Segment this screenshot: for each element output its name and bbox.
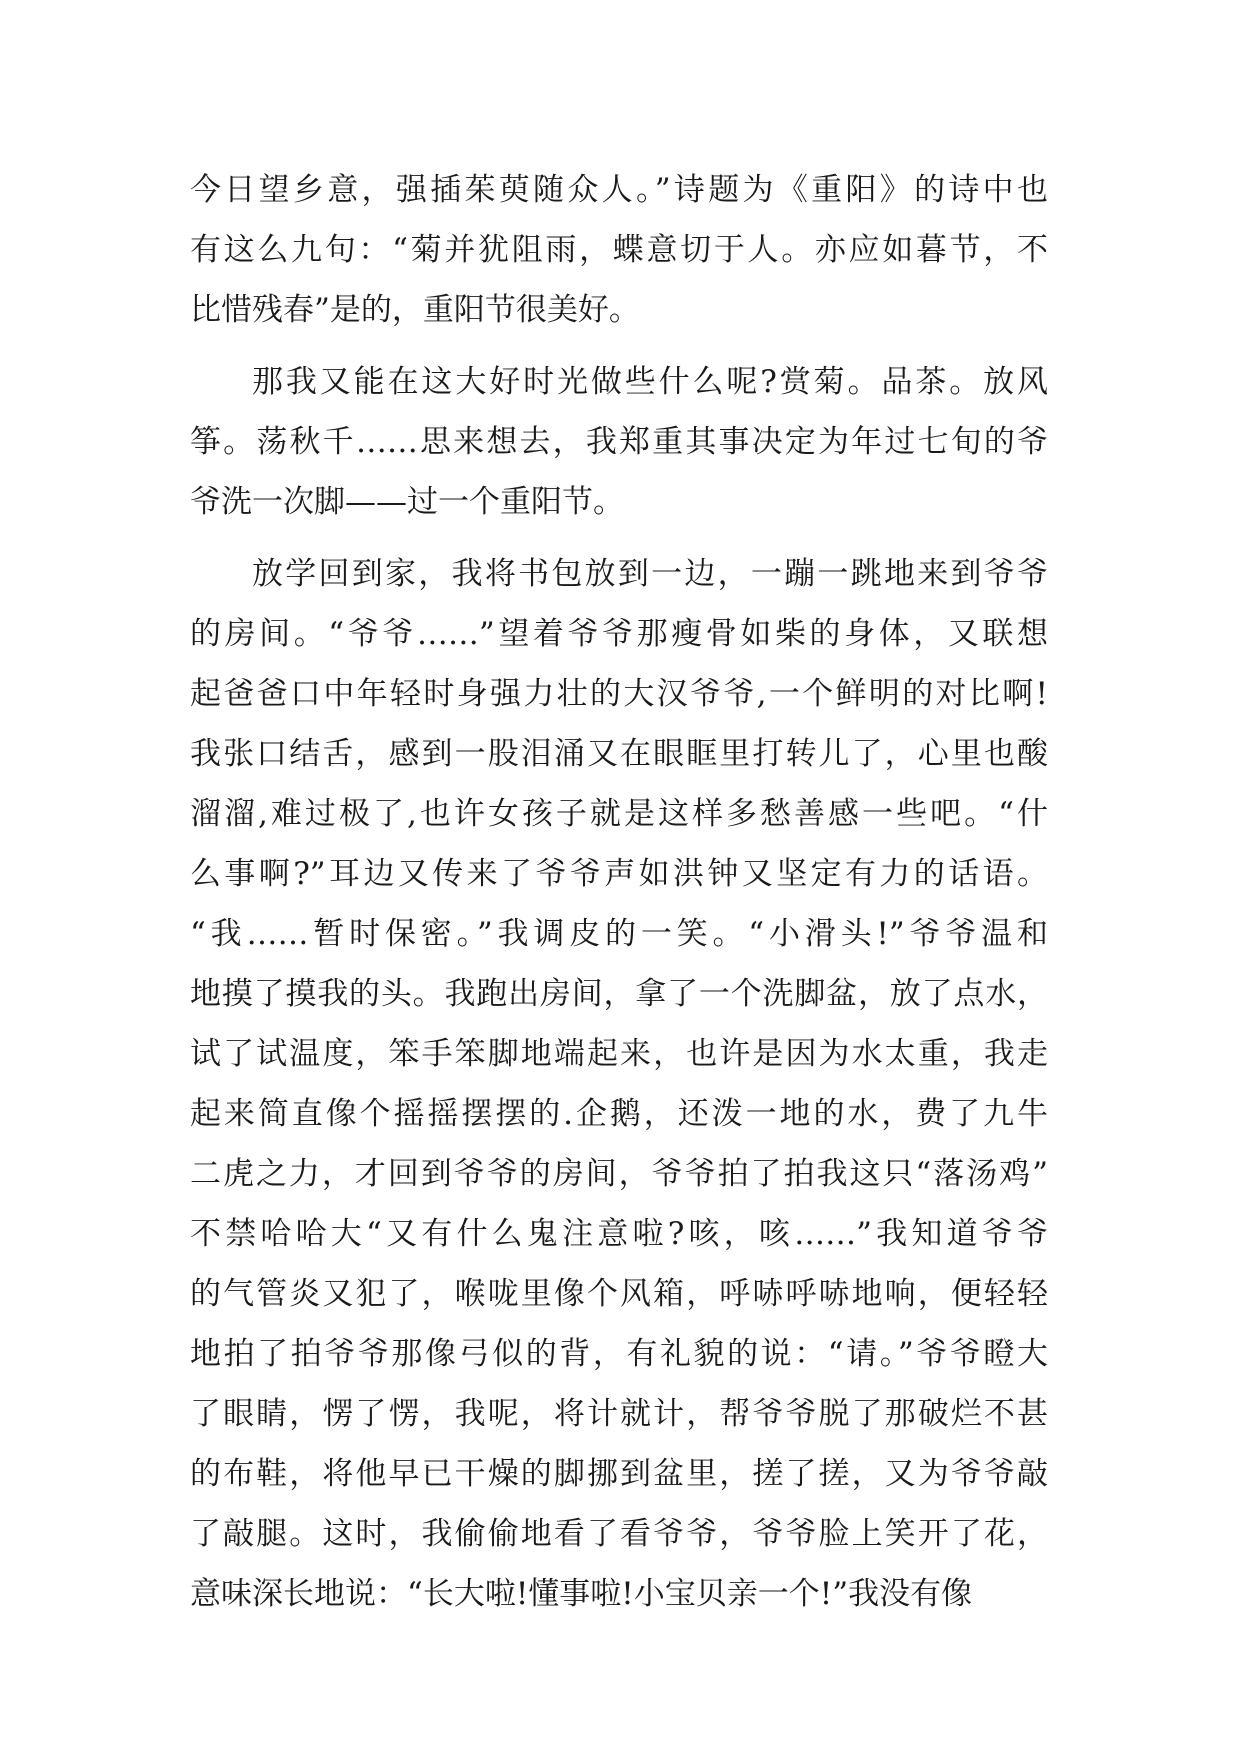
text-line: 爷洗一次脚——过一个重阳节。	[190, 484, 624, 520]
text-line: 溜溜,难过极了,也许女孩子就是这样多愁善感一些吧。“什	[190, 796, 1048, 832]
paragraph-3	[190, 544, 1048, 1624]
text-line: 的房间。“爷爷……”望着爷爷那瘦骨如柴的身体，又联想	[190, 616, 1048, 652]
paragraph-1	[190, 160, 1048, 340]
text-line: “我……暂时保密。”我调皮的一笑。“小滑头!”爷爷温和	[190, 916, 1048, 952]
text-line: 不禁哈哈大“又有什么鬼注意啦?咳，咳……”我知道爷爷	[190, 1216, 1048, 1252]
text-line: 了敲腿。这时，我偷偷地看了看爷爷，爷爷脸上笑开了花，	[190, 1516, 1048, 1552]
text-line: 地拍了拍爷爷那像弓似的背，有礼貌的说：“请。”爷爷瞪大	[190, 1336, 1048, 1372]
text-line: 比惜残春”是的，重阳节很美好。	[190, 292, 640, 328]
text-line: 地摸了摸我的头。我跑出房间，拿了一个洗脚盆，放了点水，	[190, 976, 1048, 1012]
text-line: 的布鞋，将他早已干燥的脚挪到盆里，搓了搓，又为爷爷敲	[190, 1456, 1048, 1492]
text-line: 那我又能在这大好时光做些什么呢?赏菊。品茶。放风	[252, 364, 1048, 400]
text-line: 了眼睛，愣了愣，我呢，将计就计，帮爷爷脱了那破烂不甚	[190, 1396, 1048, 1432]
text-line: 放学回到家，我将书包放到一边，一蹦一跳地来到爷爷	[252, 556, 1048, 592]
paragraph-2	[190, 352, 1048, 532]
text-line: 起爸爸口中年轻时身强力壮的大汉爷爷,一个鲜明的对比啊!	[190, 676, 1048, 712]
text-line: 筝。荡秋千……思来想去，我郑重其事决定为年过七旬的爷	[190, 424, 1048, 460]
text-line: 起来简直像个摇摇摆摆的.企鹅，还泼一地的水，费了九牛	[190, 1096, 1048, 1132]
document-body	[190, 160, 1048, 1624]
text-line: 有这么九句：“菊并犹阻雨，蝶意切于人。亦应如暮节，不	[190, 232, 1048, 268]
text-line: 的气管炎又犯了，喉咙里像个风箱，呼哧呼哧地响，便轻轻	[190, 1276, 1048, 1312]
text-line: 二虎之力，才回到爷爷的房间，爷爷拍了拍我这只“落汤鸡”	[190, 1156, 1048, 1192]
text-line: 今日望乡意，强插茱萸随众人。”诗题为《重阳》的诗中也	[190, 172, 1048, 208]
text-line: 试了试温度，笨手笨脚地端起来，也许是因为水太重，我走	[190, 1036, 1048, 1072]
text-line: 意味深长地说：“长大啦!懂事啦!小宝贝亲一个!”我没有像	[190, 1576, 973, 1612]
text-line: 么事啊?”耳边又传来了爷爷声如洪钟又坚定有力的话语。	[190, 856, 1048, 892]
text-line: 我张口结舌，感到一股泪涌又在眼眶里打转儿了，心里也酸	[190, 736, 1048, 772]
